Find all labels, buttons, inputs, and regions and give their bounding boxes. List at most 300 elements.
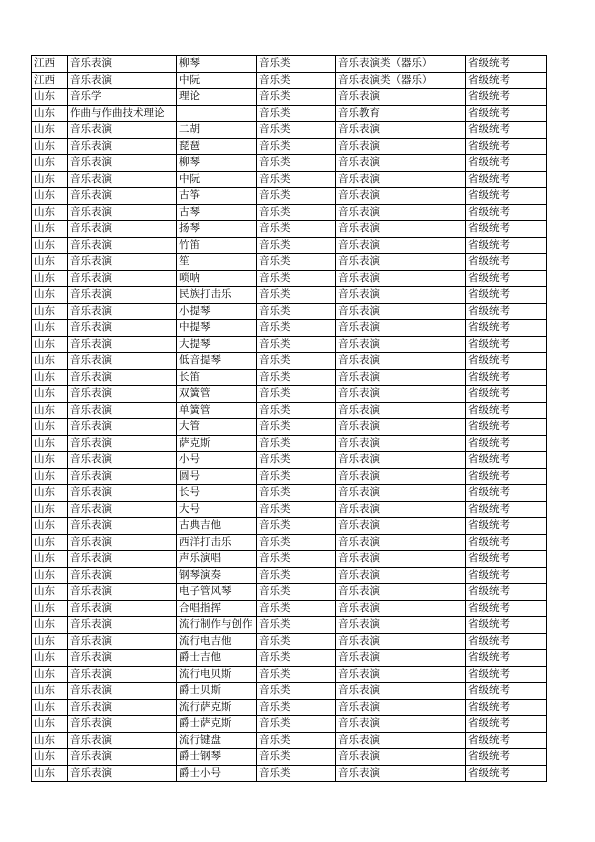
- exam-type-cell: 音乐表演: [336, 221, 466, 238]
- exam-type-cell: 音乐表演: [336, 567, 466, 584]
- table-body: [32, 56, 547, 782]
- province-cell: 山东: [32, 534, 68, 551]
- major-cell: 音乐表演: [68, 188, 177, 205]
- exam-level-cell: 省级统考: [466, 303, 547, 320]
- major-cell: 音乐表演: [68, 551, 177, 568]
- instrument-cell: 低音提琴: [177, 353, 257, 370]
- province-cell: 山东: [32, 683, 68, 700]
- exam-level-cell: 省级统考: [466, 353, 547, 370]
- exam-type-cell: 音乐表演: [336, 699, 466, 716]
- exam-type-cell: 音乐表演: [336, 89, 466, 106]
- table-row: [32, 56, 547, 73]
- category-cell: 音乐类: [257, 336, 336, 353]
- table-row: [32, 435, 547, 452]
- exam-type-cell: 音乐表演: [336, 155, 466, 172]
- exam-type-cell: 音乐表演: [336, 501, 466, 518]
- instrument-cell: 琵琶: [177, 138, 257, 155]
- exam-type-cell: 音乐表演: [336, 188, 466, 205]
- instrument-cell: 中阮: [177, 72, 257, 89]
- instrument-cell: 圆号: [177, 468, 257, 485]
- exam-level-cell: 省级统考: [466, 237, 547, 254]
- category-cell: 音乐类: [257, 749, 336, 766]
- table-row: [32, 221, 547, 238]
- major-cell: 音乐表演: [68, 204, 177, 221]
- instrument-cell: 小提琴: [177, 303, 257, 320]
- instrument-cell: 古筝: [177, 188, 257, 205]
- category-cell: 音乐类: [257, 518, 336, 535]
- instrument-cell: 电子管风琴: [177, 584, 257, 601]
- category-cell: 音乐类: [257, 155, 336, 172]
- exam-type-cell: 音乐表演: [336, 666, 466, 683]
- major-cell: 音乐表演: [68, 600, 177, 617]
- major-cell: 音乐表演: [68, 369, 177, 386]
- table-row: [32, 699, 547, 716]
- exam-level-cell: 省级统考: [466, 452, 547, 469]
- exam-level-cell: 省级统考: [466, 683, 547, 700]
- table-row: [32, 402, 547, 419]
- exam-level-cell: 省级统考: [466, 600, 547, 617]
- major-cell: 音乐表演: [68, 732, 177, 749]
- exam-level-cell: 省级统考: [466, 402, 547, 419]
- instrument-cell: 双簧管: [177, 386, 257, 403]
- exam-type-cell: 音乐表演: [336, 320, 466, 337]
- exam-type-cell: 音乐表演: [336, 485, 466, 502]
- major-cell: 作曲与作曲技术理论: [68, 105, 177, 122]
- category-cell: 音乐类: [257, 435, 336, 452]
- table-row: [32, 171, 547, 188]
- major-cell: 音乐表演: [68, 501, 177, 518]
- exam-level-cell: 省级统考: [466, 518, 547, 535]
- table-row: [32, 320, 547, 337]
- exam-level-cell: 省级统考: [466, 336, 547, 353]
- exam-level-cell: 省级统考: [466, 254, 547, 271]
- major-cell: 音乐表演: [68, 617, 177, 634]
- instrument-cell: 柳琴: [177, 56, 257, 73]
- province-cell: 山东: [32, 188, 68, 205]
- exam-level-cell: 省级统考: [466, 171, 547, 188]
- major-cell: 音乐表演: [68, 485, 177, 502]
- province-cell: 山东: [32, 402, 68, 419]
- instrument-cell: 爵士吉他: [177, 650, 257, 667]
- category-cell: 音乐类: [257, 485, 336, 502]
- exam-level-cell: 省级统考: [466, 617, 547, 634]
- exam-type-cell: 音乐表演: [336, 171, 466, 188]
- province-cell: 山东: [32, 468, 68, 485]
- province-cell: 江西: [32, 56, 68, 73]
- table-row: [32, 551, 547, 568]
- instrument-cell: [177, 105, 257, 122]
- category-cell: 音乐类: [257, 72, 336, 89]
- major-cell: 音乐表演: [68, 452, 177, 469]
- table-row: [32, 600, 547, 617]
- province-cell: 山东: [32, 452, 68, 469]
- category-cell: 音乐类: [257, 353, 336, 370]
- province-cell: 山东: [32, 633, 68, 650]
- category-cell: 音乐类: [257, 600, 336, 617]
- province-cell: 山东: [32, 501, 68, 518]
- province-cell: 山东: [32, 518, 68, 535]
- instrument-cell: 古琴: [177, 204, 257, 221]
- category-cell: 音乐类: [257, 105, 336, 122]
- category-cell: 音乐类: [257, 303, 336, 320]
- exam-type-cell: 音乐表演: [336, 204, 466, 221]
- exam-type-cell: 音乐表演: [336, 386, 466, 403]
- instrument-cell: 爵士钢琴: [177, 749, 257, 766]
- table-row: [32, 716, 547, 733]
- table-row: [32, 89, 547, 106]
- exam-level-cell: 省级统考: [466, 320, 547, 337]
- category-cell: 音乐类: [257, 254, 336, 271]
- table-row: [32, 452, 547, 469]
- category-cell: 音乐类: [257, 122, 336, 139]
- table-row: [32, 650, 547, 667]
- major-cell: 音乐表演: [68, 336, 177, 353]
- category-cell: 音乐类: [257, 501, 336, 518]
- instrument-cell: 流行制作与创作: [177, 617, 257, 634]
- exam-type-cell: 音乐表演: [336, 270, 466, 287]
- exam-level-cell: 省级统考: [466, 666, 547, 683]
- province-cell: 山东: [32, 584, 68, 601]
- exam-type-cell: 音乐表演: [336, 419, 466, 436]
- table-row: [32, 336, 547, 353]
- province-cell: 山东: [32, 320, 68, 337]
- exam-level-cell: 省级统考: [466, 551, 547, 568]
- table-row: [32, 501, 547, 518]
- province-cell: 山东: [32, 270, 68, 287]
- instrument-cell: 爵士贝斯: [177, 683, 257, 700]
- exam-type-cell: 音乐表演类（器乐）: [336, 72, 466, 89]
- province-cell: 山东: [32, 221, 68, 238]
- exam-level-cell: 省级统考: [466, 435, 547, 452]
- instrument-cell: 长笛: [177, 369, 257, 386]
- table-row: [32, 155, 547, 172]
- major-cell: 音乐表演: [68, 353, 177, 370]
- exam-type-cell: 音乐表演: [336, 237, 466, 254]
- province-cell: 山东: [32, 419, 68, 436]
- data-table: [31, 55, 547, 782]
- category-cell: 音乐类: [257, 270, 336, 287]
- province-cell: 山东: [32, 551, 68, 568]
- province-cell: 山东: [32, 485, 68, 502]
- exam-type-cell: 音乐表演: [336, 353, 466, 370]
- category-cell: 音乐类: [257, 732, 336, 749]
- table-row: [32, 633, 547, 650]
- exam-level-cell: 省级统考: [466, 699, 547, 716]
- major-cell: 音乐表演: [68, 303, 177, 320]
- exam-type-cell: 音乐表演: [336, 600, 466, 617]
- table-row: [32, 584, 547, 601]
- province-cell: 山东: [32, 716, 68, 733]
- category-cell: 音乐类: [257, 369, 336, 386]
- instrument-cell: 大管: [177, 419, 257, 436]
- instrument-cell: 西洋打击乐: [177, 534, 257, 551]
- major-cell: 音乐表演: [68, 716, 177, 733]
- province-cell: 山东: [32, 204, 68, 221]
- major-cell: 音乐表演: [68, 749, 177, 766]
- province-cell: 山东: [32, 105, 68, 122]
- exam-level-cell: 省级统考: [466, 369, 547, 386]
- province-cell: 山东: [32, 435, 68, 452]
- category-cell: 音乐类: [257, 419, 336, 436]
- exam-level-cell: 省级统考: [466, 56, 547, 73]
- exam-level-cell: 省级统考: [466, 765, 547, 782]
- province-cell: 山东: [32, 254, 68, 271]
- instrument-cell: 流行电贝斯: [177, 666, 257, 683]
- exam-type-cell: 音乐表演: [336, 683, 466, 700]
- category-cell: 音乐类: [257, 204, 336, 221]
- category-cell: 音乐类: [257, 402, 336, 419]
- major-cell: 音乐表演: [68, 435, 177, 452]
- exam-level-cell: 省级统考: [466, 287, 547, 304]
- exam-type-cell: 音乐表演: [336, 435, 466, 452]
- exam-level-cell: 省级统考: [466, 468, 547, 485]
- category-cell: 音乐类: [257, 468, 336, 485]
- province-cell: 山东: [32, 386, 68, 403]
- exam-type-cell: 音乐表演: [336, 732, 466, 749]
- exam-level-cell: 省级统考: [466, 650, 547, 667]
- province-cell: 山东: [32, 650, 68, 667]
- major-cell: 音乐表演: [68, 138, 177, 155]
- province-cell: 山东: [32, 699, 68, 716]
- category-cell: 音乐类: [257, 534, 336, 551]
- major-cell: 音乐表演: [68, 765, 177, 782]
- major-cell: 音乐表演: [68, 650, 177, 667]
- province-cell: 山东: [32, 732, 68, 749]
- province-cell: 江西: [32, 72, 68, 89]
- table-row: [32, 749, 547, 766]
- table-row: [32, 254, 547, 271]
- exam-type-cell: 音乐表演: [336, 138, 466, 155]
- table-row: [32, 683, 547, 700]
- table-row: [32, 485, 547, 502]
- major-cell: 音乐表演: [68, 633, 177, 650]
- exam-level-cell: 省级统考: [466, 716, 547, 733]
- exam-level-cell: 省级统考: [466, 188, 547, 205]
- instrument-cell: 长号: [177, 485, 257, 502]
- province-cell: 山东: [32, 171, 68, 188]
- province-cell: 山东: [32, 122, 68, 139]
- instrument-cell: 古典吉他: [177, 518, 257, 535]
- table-row: [32, 419, 547, 436]
- major-cell: 音乐表演: [68, 171, 177, 188]
- major-cell: 音乐表演: [68, 122, 177, 139]
- exam-type-cell: 音乐表演: [336, 650, 466, 667]
- category-cell: 音乐类: [257, 171, 336, 188]
- instrument-cell: 爵士萨克斯: [177, 716, 257, 733]
- major-cell: 音乐表演: [68, 567, 177, 584]
- exam-level-cell: 省级统考: [466, 270, 547, 287]
- major-cell: 音乐表演: [68, 468, 177, 485]
- category-cell: 音乐类: [257, 633, 336, 650]
- category-cell: 音乐类: [257, 221, 336, 238]
- major-cell: 音乐表演: [68, 237, 177, 254]
- table-row: [32, 518, 547, 535]
- province-cell: 山东: [32, 287, 68, 304]
- instrument-cell: 流行电吉他: [177, 633, 257, 650]
- table-row: [32, 303, 547, 320]
- instrument-cell: 钢琴演奏: [177, 567, 257, 584]
- table-row: [32, 386, 547, 403]
- instrument-cell: 扬琴: [177, 221, 257, 238]
- major-cell: 音乐表演: [68, 254, 177, 271]
- table-row: [32, 468, 547, 485]
- exam-level-cell: 省级统考: [466, 105, 547, 122]
- category-cell: 音乐类: [257, 56, 336, 73]
- exam-level-cell: 省级统考: [466, 501, 547, 518]
- exam-type-cell: 音乐表演: [336, 518, 466, 535]
- table-row: [32, 122, 547, 139]
- category-cell: 音乐类: [257, 452, 336, 469]
- table-row: [32, 287, 547, 304]
- exam-level-cell: 省级统考: [466, 567, 547, 584]
- instrument-cell: 萨克斯: [177, 435, 257, 452]
- exam-level-cell: 省级统考: [466, 72, 547, 89]
- major-cell: 音乐表演: [68, 72, 177, 89]
- category-cell: 音乐类: [257, 138, 336, 155]
- province-cell: 山东: [32, 155, 68, 172]
- instrument-cell: 唢呐: [177, 270, 257, 287]
- major-cell: 音乐表演: [68, 699, 177, 716]
- instrument-cell: 爵士小号: [177, 765, 257, 782]
- exam-level-cell: 省级统考: [466, 386, 547, 403]
- category-cell: 音乐类: [257, 551, 336, 568]
- category-cell: 音乐类: [257, 89, 336, 106]
- exam-level-cell: 省级统考: [466, 221, 547, 238]
- instrument-cell: 中阮: [177, 171, 257, 188]
- major-cell: 音乐表演: [68, 683, 177, 700]
- instrument-cell: 大号: [177, 501, 257, 518]
- province-cell: 山东: [32, 666, 68, 683]
- exam-type-cell: 音乐表演: [336, 122, 466, 139]
- table-row: [32, 732, 547, 749]
- exam-type-cell: 音乐表演: [336, 336, 466, 353]
- table-row: [32, 567, 547, 584]
- exam-type-cell: 音乐表演: [336, 303, 466, 320]
- table-row: [32, 666, 547, 683]
- table-row: [32, 105, 547, 122]
- exam-level-cell: 省级统考: [466, 89, 547, 106]
- instrument-cell: 笙: [177, 254, 257, 271]
- exam-type-cell: 音乐表演: [336, 468, 466, 485]
- province-cell: 山东: [32, 89, 68, 106]
- exam-type-cell: 音乐表演类（器乐）: [336, 56, 466, 73]
- category-cell: 音乐类: [257, 765, 336, 782]
- table-row: [32, 369, 547, 386]
- major-cell: 音乐表演: [68, 419, 177, 436]
- exam-level-cell: 省级统考: [466, 155, 547, 172]
- instrument-cell: 合唱指挥: [177, 600, 257, 617]
- major-cell: 音乐表演: [68, 584, 177, 601]
- exam-type-cell: 音乐表演: [336, 716, 466, 733]
- exam-level-cell: 省级统考: [466, 584, 547, 601]
- province-cell: 山东: [32, 567, 68, 584]
- province-cell: 山东: [32, 336, 68, 353]
- instrument-cell: 流行萨克斯: [177, 699, 257, 716]
- exam-level-cell: 省级统考: [466, 419, 547, 436]
- exam-level-cell: 省级统考: [466, 534, 547, 551]
- category-cell: 音乐类: [257, 386, 336, 403]
- instrument-cell: 理论: [177, 89, 257, 106]
- exam-type-cell: 音乐教育: [336, 105, 466, 122]
- exam-type-cell: 音乐表演: [336, 534, 466, 551]
- major-cell: 音乐表演: [68, 518, 177, 535]
- table-row: [32, 204, 547, 221]
- exam-type-cell: 音乐表演: [336, 287, 466, 304]
- exam-type-cell: 音乐表演: [336, 254, 466, 271]
- major-cell: 音乐学: [68, 89, 177, 106]
- table-row: [32, 270, 547, 287]
- major-cell: 音乐表演: [68, 666, 177, 683]
- major-cell: 音乐表演: [68, 155, 177, 172]
- exam-level-cell: 省级统考: [466, 204, 547, 221]
- instrument-cell: 柳琴: [177, 155, 257, 172]
- exam-type-cell: 音乐表演: [336, 452, 466, 469]
- exam-level-cell: 省级统考: [466, 633, 547, 650]
- category-cell: 音乐类: [257, 666, 336, 683]
- exam-type-cell: 音乐表演: [336, 617, 466, 634]
- instrument-cell: 小号: [177, 452, 257, 469]
- exam-type-cell: 音乐表演: [336, 749, 466, 766]
- major-cell: 音乐表演: [68, 221, 177, 238]
- instrument-cell: 中提琴: [177, 320, 257, 337]
- table-row: [32, 534, 547, 551]
- province-cell: 山东: [32, 303, 68, 320]
- province-cell: 山东: [32, 617, 68, 634]
- exam-level-cell: 省级统考: [466, 485, 547, 502]
- province-cell: 山东: [32, 765, 68, 782]
- exam-level-cell: 省级统考: [466, 749, 547, 766]
- exam-type-cell: 音乐表演: [336, 369, 466, 386]
- category-cell: 音乐类: [257, 716, 336, 733]
- major-cell: 音乐表演: [68, 386, 177, 403]
- major-cell: 音乐表演: [68, 287, 177, 304]
- province-cell: 山东: [32, 749, 68, 766]
- category-cell: 音乐类: [257, 188, 336, 205]
- exam-type-cell: 音乐表演: [336, 584, 466, 601]
- major-cell: 音乐表演: [68, 56, 177, 73]
- exam-type-cell: 音乐表演: [336, 633, 466, 650]
- table-row: [32, 617, 547, 634]
- instrument-cell: 二胡: [177, 122, 257, 139]
- table-row: [32, 138, 547, 155]
- category-cell: 音乐类: [257, 567, 336, 584]
- table-row: [32, 188, 547, 205]
- instrument-cell: 流行键盘: [177, 732, 257, 749]
- table-row: [32, 765, 547, 782]
- province-cell: 山东: [32, 369, 68, 386]
- category-cell: 音乐类: [257, 584, 336, 601]
- province-cell: 山东: [32, 138, 68, 155]
- table-row: [32, 353, 547, 370]
- instrument-cell: 民族打击乐: [177, 287, 257, 304]
- major-cell: 音乐表演: [68, 402, 177, 419]
- table-row: [32, 237, 547, 254]
- category-cell: 音乐类: [257, 650, 336, 667]
- major-cell: 音乐表演: [68, 534, 177, 551]
- province-cell: 山东: [32, 353, 68, 370]
- category-cell: 音乐类: [257, 683, 336, 700]
- category-cell: 音乐类: [257, 287, 336, 304]
- instrument-cell: 大提琴: [177, 336, 257, 353]
- category-cell: 音乐类: [257, 237, 336, 254]
- category-cell: 音乐类: [257, 320, 336, 337]
- province-cell: 山东: [32, 600, 68, 617]
- exam-type-cell: 音乐表演: [336, 551, 466, 568]
- exam-level-cell: 省级统考: [466, 732, 547, 749]
- category-cell: 音乐类: [257, 617, 336, 634]
- exam-type-cell: 音乐表演: [336, 402, 466, 419]
- category-cell: 音乐类: [257, 699, 336, 716]
